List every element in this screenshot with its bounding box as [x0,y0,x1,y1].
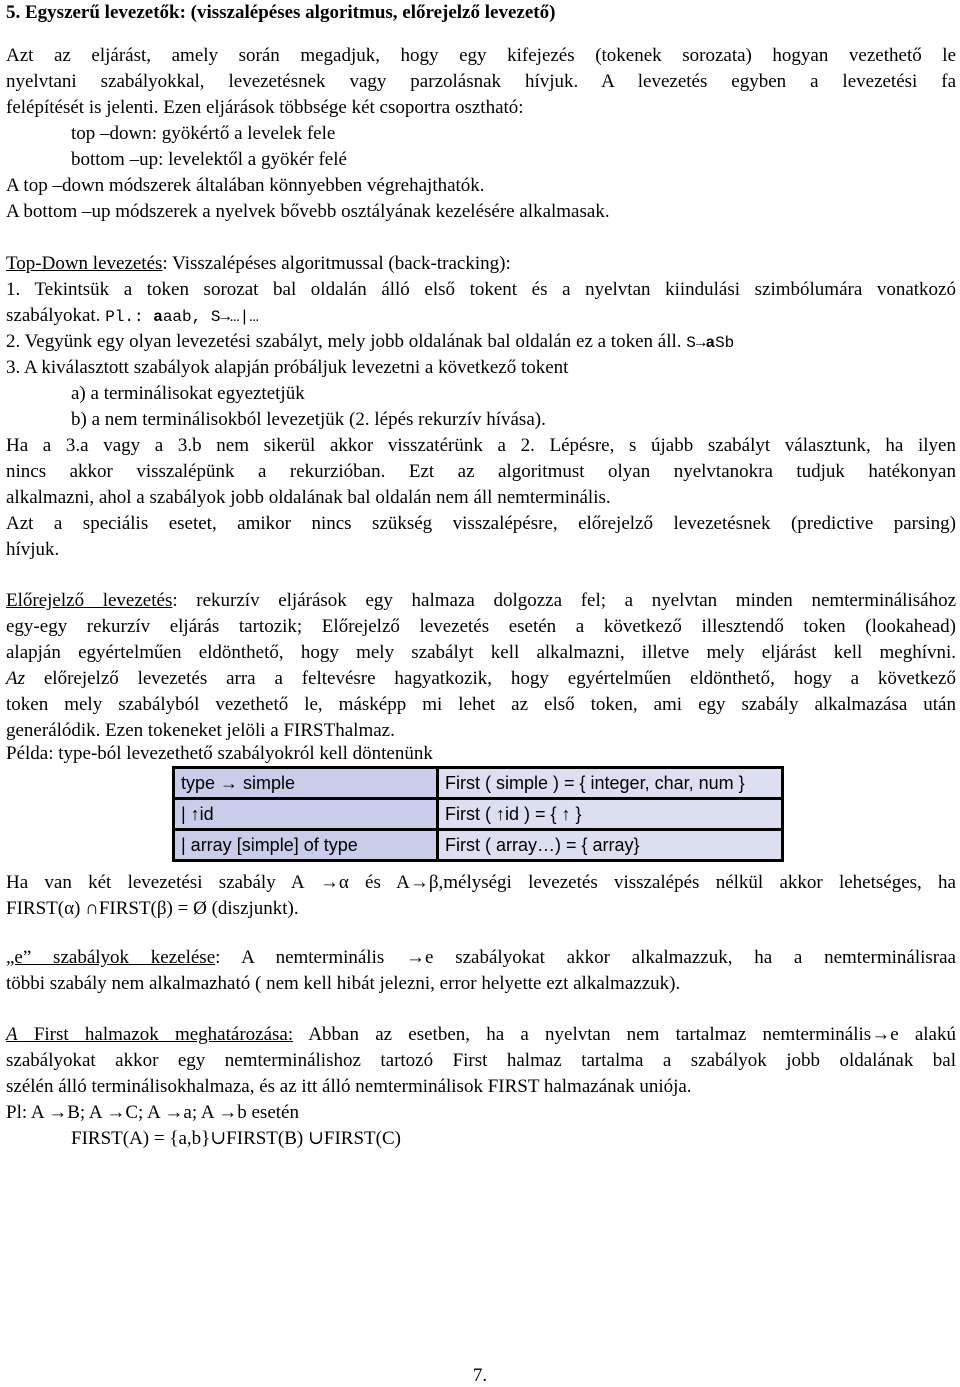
step-3: 3. A kiválasztott szabályok alapján próbáljuk levezetni a következő tokent [6,357,569,378]
code-rest: aab, S→…|… [162,308,259,326]
code-s-arrow: S→ [686,334,706,352]
code-sb: Sb [715,334,735,352]
table-cell-rule: | ↑id [175,800,439,828]
epsilon-line-1-rest: : A nemterminális →e szabályokat akkor alkalmazzuk, ha a nemterminálisraa [215,947,956,968]
intro-line-4: A top –down módszerek általában könnyebben végrehajthatók. [6,175,485,196]
firstset-example: Pl: A →B; A →C; A →a; A →b esetén [6,1102,299,1123]
code-a-bold: a [705,334,716,352]
epsilon-line-2: többi szabály nem alkalmazható ( nem kell hibát jelezni, error helyette ezt alkalmazzuk). [6,973,681,994]
epsilon-heading: „e” szabályok kezelése [6,947,216,968]
step-1-line-2 [6,303,259,330]
topdown-heading [6,251,511,277]
table-row [175,769,781,797]
step-2-code [686,334,734,352]
code-a-bold: a [153,308,163,326]
firstset-line-3: szélén álló terminálisokhalmaza, és az itt álló nemterminálisok FIRST halmazának uniója. [6,1076,692,1097]
first-sets-table [172,766,784,862]
topdown-heading-rest: : Visszalépéses algoritmussal (back-tracking): [162,253,511,274]
table-cell-first: First ( simple ) = { integer, char, num } [439,769,781,797]
predictive-line-4 [6,666,956,692]
step-3a: a) a terminálisokat egyeztetjük [71,383,305,404]
table-row [175,828,781,859]
predictive-line-7: Példa: type-ból levezethető szabályokról kell döntenünk [6,743,433,764]
predictive-line-1 [6,588,956,614]
first-rule-line-1: Ha van két levezetési szabály A →α és A→β,mélységi levezetés visszalépés nélkül akkor lehetséges, ha [6,872,956,893]
topdown-para-2: nincs akkor visszalépünk a rekurzióban. Ezt az algoritmust olyan nyelvtanokra tudjuk hatékonyan [6,461,956,482]
topdown-para-3: alkalmazni, ahol a szabályok jobb oldalának bal oldalán nem áll nemterminális. [6,487,611,508]
table-cell-first: First ( array…) = { array} [439,831,781,859]
topdown-para-5: hívjuk. [6,539,60,560]
step-2-text: 2. Vegyünk egy olyan levezetési szabályt, mely jobb oldalának bal oldalán ez a token áll. [6,331,682,352]
table-cell-first: First ( ↑id ) = { ↑ } [439,800,781,828]
firstset-heading [6,1024,293,1045]
step-3b: b) a nem terminálisokból levezetjük (2. lépés rekurzív hívása). [71,409,546,430]
table-cell-rule: type → simple [175,769,439,797]
predictive-line-1-rest: : rekurzív eljárások egy halmaza dolgozza fel; a nyelvtan minden nemterminálisához [172,590,957,611]
first-rule-line-2: FIRST(α) ∩FIRST(β) = Ø (diszjunkt). [6,898,299,919]
firstset-heading-italic: A [6,1024,18,1045]
table-row [175,797,781,828]
table-cell-rule: | array [simple] of type [175,831,439,859]
firstset-line-2: szabályokat akkor egy nemterminálishoz tartozó First halmaz tartalma a szabályok jobb oldalának bal [6,1050,956,1071]
predictive-line-6: generálódik. Ezen tokeneket jelöli a FIRSThalmaz. [6,720,395,741]
step-1-line-1: 1. Tekintsük a token sorozat bal oldalán álló első tokent és a nyelvtan kiindulási szimbólumára vonatkozó [6,279,956,300]
step-1-text: szabályokat. [6,305,101,326]
topdown-heading-underlined: Top-Down levezetés [6,253,163,274]
topdown-para-1: Ha a 3.a vagy a 3.b nem sikerül akkor visszatérünk a 2. Lépésre, s újabb szabályt választunk, ha ilyen [6,435,956,456]
firstset-line-1 [6,1022,956,1048]
intro-line-5: A bottom –up módszerek a nyelvek bővebb osztályának kezelésére alkalmasak. [6,201,610,222]
firstset-heading-text: First halmazok meghatározása: [17,1024,294,1045]
firstset-line-1-rest: Abban az esetben, ha a nyelvtan nem tartalmaz nemterminális→e alakú [293,1024,956,1045]
intro-item-topdown: top –down: gyökértő a levelek fele [71,123,336,144]
step-1-code [105,308,259,326]
predictive-heading: Előrejelző levezetés [6,590,173,611]
page-number: 7. [472,1365,488,1386]
intro-line-3: felépítését is jelenti. Ezen eljárások többsége két csoportra osztható: [6,97,524,118]
predictive-line-5: token mely szabályból vezethető le, másképp mi lehet az első token, ami egy szabály alkalmazása után [6,694,956,715]
intro-line-1: Azt az eljárást, amely során megadjuk, hogy egy kifejezés (tokenek sorozata) hogyan vezethető le [6,45,956,66]
intro-line-2: nyelvtani szabályokkal, levezetésnek vagy parzolásnak hívjuk. A levezetés egyben a levezetési fa [6,71,956,92]
step-2 [6,329,734,356]
section-title: 5. Egyszerű levezetők: (visszalépéses algoritmus, előrejelző levezető) [6,2,556,23]
code-pl: Pl.: [105,308,144,326]
epsilon-line-1 [6,945,956,971]
firstset-formula: FIRST(A) = {a,b}∪FIRST(B) ∪FIRST(C) [71,1128,401,1149]
predictive-line-4-rest: előrejelző levezetés arra a feltevésre hagyatkozik, hogy egyértelműen eldönthető, hogy a következő [25,668,956,689]
predictive-line-3: alapján egyértelműen eldönthető, hogy mely szabályt kell alkalmazni, illetve mely eljárást kell meghívni. [6,642,956,663]
predictive-line-2: egy-egy rekurzív eljárás tartozik; Előrejelző levezetés esetén a következő illesztendő token (lookahead) [6,616,956,637]
intro-item-bottomup: bottom –up: levelektől a gyökér felé [71,149,347,170]
predictive-line-4-italic: Az [6,668,25,689]
topdown-para-4: Azt a speciális esetet, amikor nincs szükség visszalépésre, előrejelző levezetésnek (predictive parsing) [6,513,956,534]
